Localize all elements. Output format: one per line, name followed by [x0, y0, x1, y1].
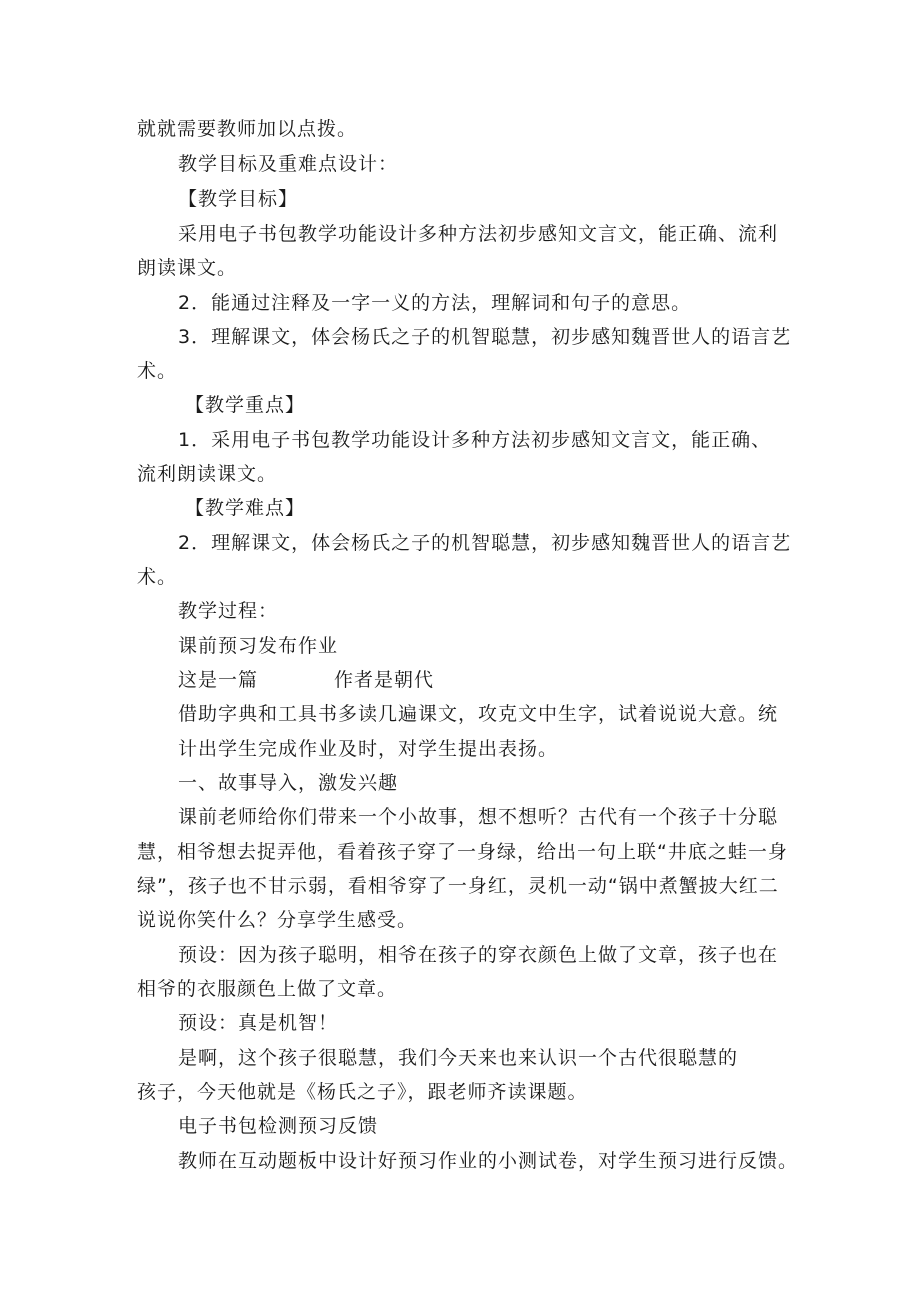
paragraph-line: 说说你笑什么？分享学生感受。 — [137, 909, 418, 931]
paragraph-line: 计出学生完成作业及时，对学生提出表扬。 — [178, 738, 559, 760]
subsection-heading-key-points: 【教学重点】 — [185, 394, 306, 416]
subsection-heading-difficulties: 【教学难点】 — [185, 497, 306, 519]
paragraph-line: 术。 — [137, 566, 178, 588]
paragraph-line: 相爷的衣服颜色上做了文章。 — [137, 978, 398, 1000]
paragraph-line: 课前预习发布作业 — [178, 635, 339, 657]
section-heading: 一、故事导入，激发兴趣 — [178, 772, 399, 794]
fill-in-text-a: 这是一篇 — [178, 669, 259, 691]
list-item: 2．理解课文，体会杨氏之子的机智聪慧，初步感知魏晋世人的语言艺 — [178, 532, 792, 554]
paragraph-line: 预设：因为孩子聪明，相爷在孩子的穿衣颜色上做了文章，孩子也在 — [178, 944, 779, 966]
paragraph-line: 孩子，今天他就是《杨氏之子》，跟老师齐读课题。 — [137, 1081, 588, 1103]
fill-in-text-b: 作者是朝代 — [334, 669, 435, 691]
paragraph-line: 就就需要教师加以点拨。 — [137, 118, 358, 140]
section-heading: 教学过程： — [178, 600, 279, 622]
fill-in-line — [178, 667, 434, 693]
paragraph-line: 术。 — [137, 360, 178, 382]
section-heading: 电子书包检测预习反馈 — [178, 1115, 379, 1137]
paragraph-line: 借助字典和工具书多读几遍课文，攻克文中生字，试着说说大意。统 — [178, 703, 779, 725]
list-item: 1．采用电子书包教学功能设计多种方法初步感知文言文，能正确、 — [178, 429, 772, 451]
paragraph-line: 预设：真是机智！ — [178, 1012, 339, 1034]
paragraph-line: 流利朗读课文。 — [137, 463, 278, 485]
paragraph-line: 教师在互动题板中设计好预习作业的小测试卷，对学生预习进行反馈。 — [178, 1150, 799, 1172]
paragraph-line: 采用电子书包教学功能设计多种方法初步感知文言文，能正确、流利 — [178, 223, 779, 245]
paragraph-line: 绿”，孩子也不甘示弱，看相爷穿了一身红，灵机一动“锅中煮蟹披大红二 — [137, 875, 779, 897]
list-item: 2．能通过注释及一字一义的方法，理解词和句子的意思。 — [178, 292, 692, 314]
section-heading: 教学目标及重难点设计： — [178, 153, 399, 175]
paragraph-line: 课前老师给你们带来一个小故事，想不想听？古代有一个孩子十分聪 — [178, 806, 779, 828]
paragraph-line: 慧，相爷想去捉弄他，看着孩子穿了一身绿，给出一句上联“井底之蛙一身 — [137, 841, 788, 863]
paragraph-line: 朗读课文。 — [137, 257, 238, 279]
list-item: 3．理解课文，体会杨氏之子的机智聪慧，初步感知魏晋世人的语言艺 — [178, 326, 792, 348]
subsection-heading-objectives: 【教学目标】 — [178, 188, 299, 210]
paragraph-line: 是啊，这个孩子很聪慧，我们今天来也来认识一个古代很聪慧的 — [178, 1047, 739, 1069]
